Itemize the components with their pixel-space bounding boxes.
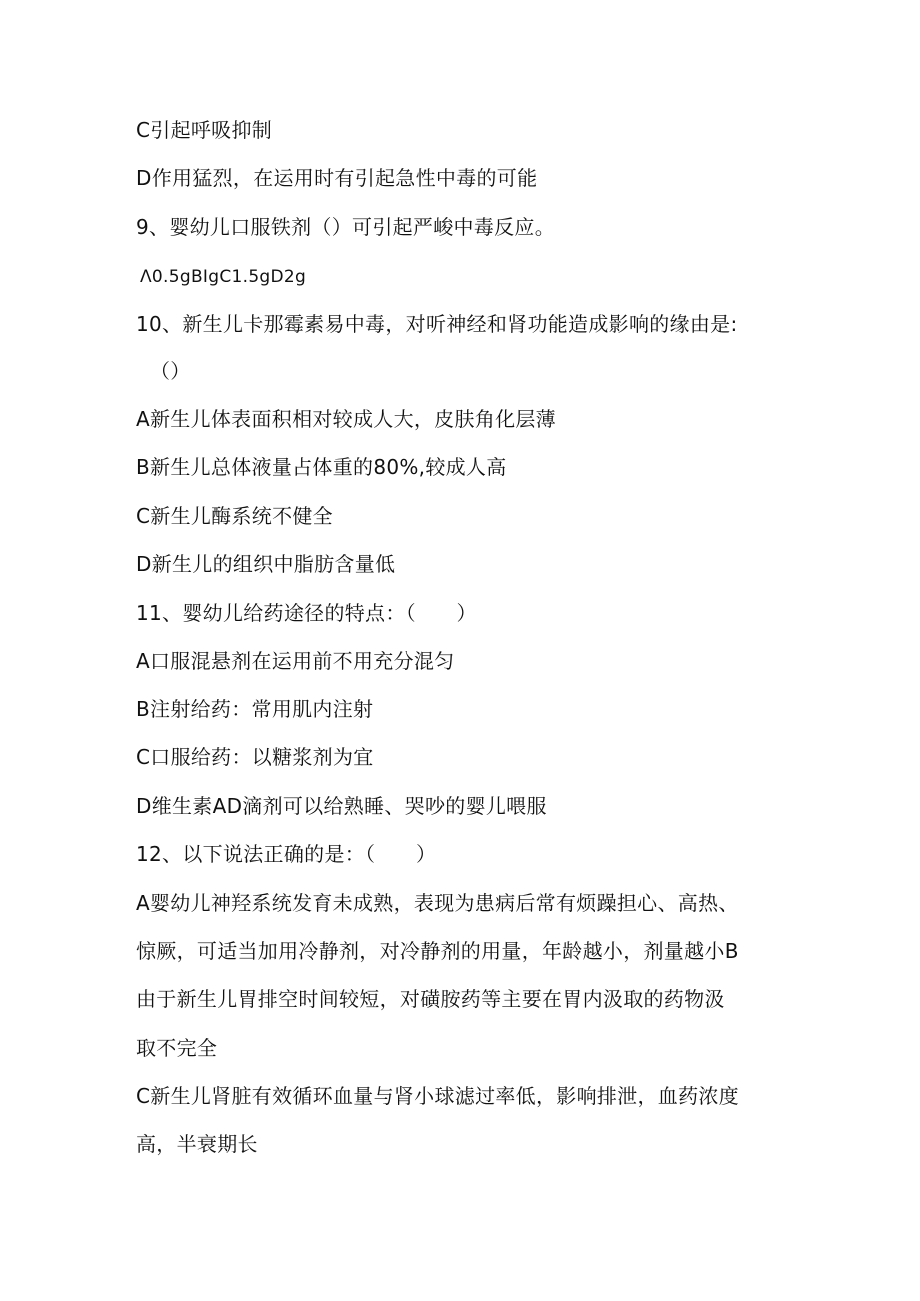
option-c-q8: C引起呼吸抑制 [136,118,273,142]
question-10: 10、新生儿卡那霉素易中毒，对听神经和肾功能造成影响的缘由是: [136,312,738,336]
option-b-q10: B新生儿总体液量占体重的80%,较成人高 [136,455,507,479]
question-11: 11、婴幼儿给药途径的特点：（ ） [136,601,477,625]
option-b-q12-line2: 取不完全 [136,1036,218,1060]
option-a-q12-line1: A婴幼儿神羟系统发育未成熟，表现为患病后常有烦躁担心、高热、 [136,891,739,915]
option-c-q11: C口服给药：以糖浆剂为宜 [136,745,374,769]
question-9: 9、婴幼儿口服铁剂（）可引起严峻中毒反应。 [136,215,556,239]
option-c-q10: C新生儿酶系统不健全 [136,504,333,528]
option-c-q12-line1: C新生儿肾脏有效循环血量与肾小球滤过率低，影响排泄，血药浓度 [136,1084,739,1108]
option-a-q10: A新生儿体表面积相对较成人大，皮肤角化层薄 [136,407,556,431]
options-q9: Λ0.5gBIgC1.5gD2g [140,267,307,287]
question-12: 12、以下说法正确的是：（ ） [136,842,437,866]
option-d-q11: D维生素AD滴剂可以给熟睡、哭吵的婴儿喂服 [136,794,547,818]
option-d-q8: D作用猛烈，在运用时有引起急性中毒的可能 [136,166,538,190]
option-a-q12-line2: 惊厥，可适当加用冷静剂，对冷静剂的用量，年龄越小，剂量越小B [136,939,739,963]
option-b-q12-line1: 由于新生儿胃排空时间较短，对磺胺药等主要在胃内汲取的药物汲 [136,987,725,1011]
option-a-q11: A口服混悬剂在运用前不用充分混匀 [136,649,455,673]
question-10-blank: （） [150,359,191,383]
option-b-q11: B注射给药：常用肌内注射 [136,697,374,721]
option-d-q10: D新生儿的组织中脂肪含量低 [136,552,396,576]
option-c-q12-line2: 高，半衰期长 [136,1132,258,1156]
